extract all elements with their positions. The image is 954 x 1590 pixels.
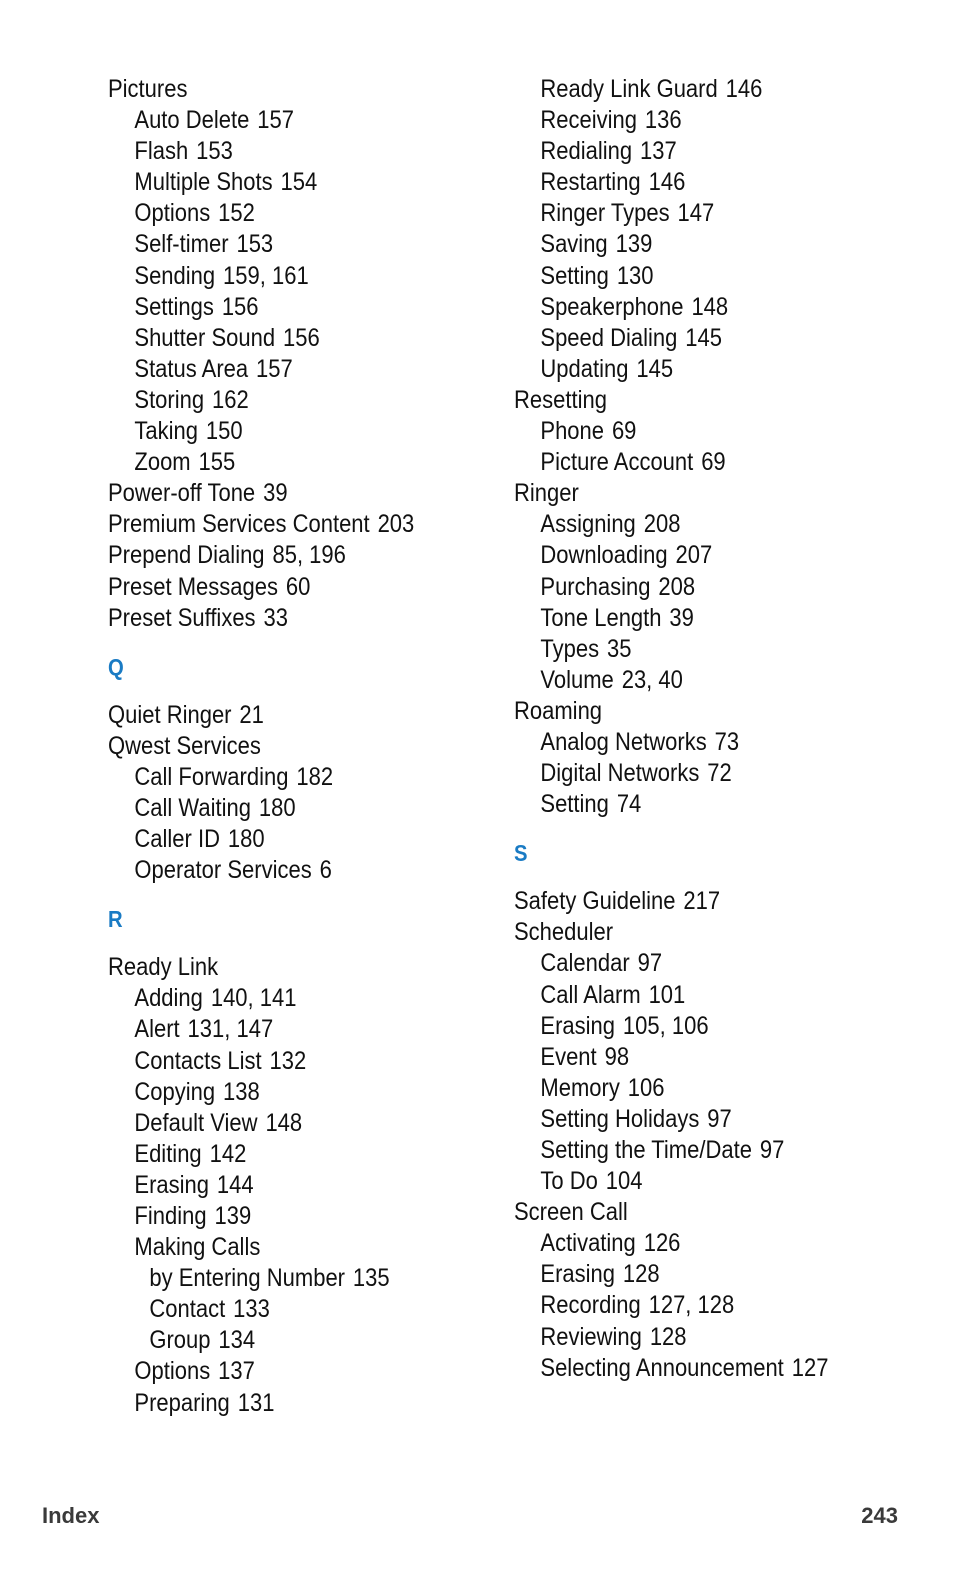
index-term: Editing xyxy=(134,1139,202,1168)
index-page-ref: 207 xyxy=(675,541,713,570)
index-subentry xyxy=(514,74,828,105)
index-entry xyxy=(514,385,828,416)
index-page-ref: 131, 147 xyxy=(187,1015,274,1044)
index-term: Options xyxy=(134,1357,211,1386)
index-subentry xyxy=(108,1108,414,1139)
index-subentry xyxy=(108,1077,414,1108)
index-term: Purchasing xyxy=(540,572,651,601)
index-term: Operator Services xyxy=(134,856,312,885)
index-page-ref: 104 xyxy=(605,1167,643,1196)
index-term: Zoom xyxy=(134,448,191,477)
index-term: Call Waiting xyxy=(134,793,251,822)
index-term: Finding xyxy=(134,1202,207,1230)
index-term: Safety Guideline xyxy=(514,887,676,916)
index-entry xyxy=(514,917,828,948)
index-term: Copying xyxy=(134,1077,216,1106)
index-subentry xyxy=(514,727,828,758)
index-page-ref: 39 xyxy=(669,603,694,632)
index-page-ref: 72 xyxy=(707,759,732,788)
index-page-ref: 139 xyxy=(214,1202,252,1230)
index-term: Assigning xyxy=(540,510,636,539)
index-subentry xyxy=(108,1201,414,1232)
index-subentry xyxy=(514,323,828,354)
index-term: Contact xyxy=(149,1295,226,1324)
index-term: Taking xyxy=(134,417,198,446)
index-subentry xyxy=(514,1228,828,1259)
index-subentry xyxy=(514,447,828,478)
index-term: To Do xyxy=(540,1167,598,1196)
index-term: Restarting xyxy=(540,168,641,197)
index-page-ref: 21 xyxy=(239,700,264,729)
index-page-ref: 69 xyxy=(701,448,726,477)
index-letter-heading: Q xyxy=(108,653,124,680)
index-entry xyxy=(514,1197,828,1228)
index-column-right xyxy=(514,74,828,1384)
index-page-ref: 217 xyxy=(683,887,721,916)
index-page-ref: 148 xyxy=(265,1108,303,1137)
index-page-ref: 134 xyxy=(218,1326,256,1355)
index-page-ref: 69 xyxy=(611,417,637,446)
index-page-ref: 85, 196 xyxy=(272,541,346,570)
footer-section-title: Index xyxy=(42,1503,100,1528)
index-subentry xyxy=(514,261,828,292)
index-entry xyxy=(108,731,414,762)
index-subentry xyxy=(514,1011,828,1042)
index-page-ref: 148 xyxy=(691,292,729,321)
index-term: Types xyxy=(540,634,600,663)
footer-page-number: 243 xyxy=(861,1503,898,1528)
index-subentry xyxy=(108,1294,414,1325)
index-page-ref: 145 xyxy=(636,354,674,383)
index-page-ref: 106 xyxy=(627,1073,665,1102)
index-letter-heading: R xyxy=(108,906,123,933)
index-entry xyxy=(514,478,828,509)
index-term: Pictures xyxy=(108,75,188,103)
index-page-ref: 73 xyxy=(714,727,740,756)
index-term: Selecting Announcement xyxy=(540,1353,784,1382)
index-term: Sending xyxy=(134,261,216,290)
index-page-ref: 39 xyxy=(263,479,288,508)
index-subentry xyxy=(514,354,828,385)
index-term: Contacts List xyxy=(134,1046,262,1075)
index-subentry xyxy=(514,758,828,789)
index-page-ref: 154 xyxy=(280,168,318,197)
index-term: Ringer Types xyxy=(540,199,670,228)
index-term: Roaming xyxy=(514,696,603,725)
index-term: Redialing xyxy=(540,137,633,166)
index-subentry xyxy=(514,416,828,447)
index-subentry xyxy=(514,789,828,820)
index-term: Erasing xyxy=(134,1170,209,1199)
index-term: Speakerphone xyxy=(540,292,684,321)
index-term: Self-timer xyxy=(134,230,229,259)
index-page-ref: 97 xyxy=(637,949,663,978)
index-term: Shutter Sound xyxy=(134,323,276,352)
index-column-left xyxy=(108,74,414,1419)
index-page-ref: 139 xyxy=(615,230,653,259)
index-page-ref: 137 xyxy=(218,1357,255,1386)
index-page-ref: 105, 106 xyxy=(622,1011,709,1040)
index-page-ref: 97 xyxy=(759,1136,785,1164)
index-page-ref: 145 xyxy=(685,323,723,352)
index-term: Caller ID xyxy=(134,825,220,854)
index-term: Tone Length xyxy=(540,603,662,632)
index-entry xyxy=(108,509,414,540)
index-page-ref: 98 xyxy=(604,1042,630,1071)
index-entry xyxy=(108,603,414,634)
index-term: Quiet Ringer xyxy=(108,700,232,729)
index-subentry xyxy=(108,261,414,292)
index-subentry xyxy=(514,509,828,540)
index-subentry xyxy=(514,572,828,603)
index-term: Event xyxy=(540,1042,597,1071)
index-subentry xyxy=(108,793,414,824)
index-term: Erasing xyxy=(540,1011,615,1040)
index-term: Ringer xyxy=(514,479,579,508)
index-term: Screen Call xyxy=(514,1198,628,1227)
index-term: Setting the Time/Date xyxy=(540,1136,752,1164)
index-subentry xyxy=(108,323,414,354)
index-entry xyxy=(514,886,828,917)
index-term: Updating xyxy=(540,354,629,383)
index-page-ref: 142 xyxy=(209,1139,247,1168)
index-page-ref: 208 xyxy=(658,572,696,601)
index-term: Setting xyxy=(540,790,609,819)
index-page-ref: 159, 161 xyxy=(223,261,309,290)
index-term: Receiving xyxy=(540,106,638,135)
index-term: Downloading xyxy=(540,541,668,570)
index-page-ref: 180 xyxy=(227,825,265,854)
index-entry xyxy=(108,540,414,571)
index-term: Resetting xyxy=(514,385,607,414)
index-page-ref: 137 xyxy=(640,137,677,166)
index-page-ref: 135 xyxy=(352,1264,390,1293)
index-subentry xyxy=(514,229,828,260)
index-subentry xyxy=(108,416,414,447)
index-term: Ready Link Guard xyxy=(540,75,718,103)
index-subentry xyxy=(514,1353,828,1384)
index-subentry xyxy=(108,1263,414,1294)
index-term: Phone xyxy=(540,417,605,446)
index-subentry xyxy=(108,198,414,229)
index-page-ref: 144 xyxy=(216,1170,254,1199)
index-page-ref: 153 xyxy=(196,137,233,166)
index-subentry xyxy=(514,1135,828,1166)
index-subentry xyxy=(108,447,414,478)
index-subentry xyxy=(514,1259,828,1290)
index-page-ref: 60 xyxy=(285,572,311,601)
index-subentry xyxy=(514,1290,828,1321)
index-subentry xyxy=(514,603,828,634)
index-subentry xyxy=(108,1014,414,1045)
index-page-ref: 153 xyxy=(236,230,274,259)
index-page-ref: 203 xyxy=(377,510,415,539)
index-page-ref: 208 xyxy=(643,510,681,539)
index-page-ref: 101 xyxy=(648,980,686,1009)
index-term: Saving xyxy=(540,230,608,259)
index-subentry xyxy=(108,105,414,136)
index-term: Call Forwarding xyxy=(134,762,289,791)
index-term: Qwest Services xyxy=(108,731,261,760)
index-subentry xyxy=(514,105,828,136)
index-term: Premium Services Content xyxy=(108,510,370,539)
index-term: Volume xyxy=(540,665,614,694)
index-page-ref: 97 xyxy=(707,1104,732,1133)
index-term: Calendar xyxy=(540,949,630,978)
index-subentry xyxy=(514,1042,828,1073)
index-entry xyxy=(108,74,414,105)
index-subentry xyxy=(108,229,414,260)
index-subentry xyxy=(514,665,828,696)
index-term: Digital Networks xyxy=(540,759,700,788)
index-term: Setting xyxy=(540,261,609,290)
index-term: Prepend Dialing xyxy=(108,541,265,570)
index-letter-heading: S xyxy=(514,840,528,867)
index-page-ref: 132 xyxy=(269,1046,307,1075)
index-page-ref: 152 xyxy=(218,199,255,228)
index-page-ref: 162 xyxy=(212,385,249,414)
index-entry xyxy=(108,572,414,603)
index-page-ref: 131 xyxy=(237,1388,275,1417)
index-subentry xyxy=(108,762,414,793)
index-term: Flash xyxy=(134,137,189,166)
index-term: Scheduler xyxy=(514,918,614,947)
index-page-ref: 23, 40 xyxy=(621,665,683,694)
index-term: Auto Delete xyxy=(134,106,250,135)
index-subentry xyxy=(108,1232,414,1263)
index-page-ref: 136 xyxy=(644,106,682,135)
index-subentry xyxy=(514,136,828,167)
index-term: Default View xyxy=(134,1108,258,1137)
index-page-ref: 74 xyxy=(616,790,642,819)
index-subentry xyxy=(108,1388,414,1419)
index-subentry xyxy=(108,292,414,323)
index-term: Speed Dialing xyxy=(540,323,678,352)
index-entry xyxy=(108,478,414,509)
index-term: Preparing xyxy=(134,1388,230,1417)
index-page-ref: 157 xyxy=(257,106,294,135)
index-subentry xyxy=(108,1170,414,1201)
index-subentry xyxy=(108,824,414,855)
index-page-ref: 127, 128 xyxy=(648,1291,735,1320)
index-term: Recording xyxy=(540,1291,641,1320)
index-subentry xyxy=(108,1325,414,1356)
index-term: Preset Messages xyxy=(108,572,278,601)
index-page-ref: 155 xyxy=(198,448,236,477)
index-term: by Entering Number xyxy=(149,1264,346,1293)
index-page-ref: 156 xyxy=(221,292,259,321)
index-page-ref: 140, 141 xyxy=(210,984,297,1013)
index-term: Erasing xyxy=(540,1260,615,1289)
index-page-ref: 182 xyxy=(296,762,334,791)
index-subentry xyxy=(514,540,828,571)
index-page-ref: 6 xyxy=(319,856,332,885)
index-subentry xyxy=(108,385,414,416)
index-term: Storing xyxy=(134,385,205,414)
index-term: Settings xyxy=(134,292,214,321)
index-subentry xyxy=(108,167,414,198)
index-page-ref: 157 xyxy=(256,354,293,383)
index-subentry xyxy=(108,1046,414,1077)
index-subentry xyxy=(514,1073,828,1104)
index-term: Group xyxy=(149,1326,211,1355)
index-subentry xyxy=(108,855,414,886)
index-page-ref: 138 xyxy=(223,1077,260,1106)
index-term: Adding xyxy=(134,984,203,1013)
index-entry xyxy=(514,696,828,727)
index-term: Activating xyxy=(540,1229,636,1258)
index-term: Alert xyxy=(134,1015,180,1044)
index-term: Ready Link xyxy=(108,953,219,982)
index-page-ref: 35 xyxy=(607,634,632,663)
index-subentry xyxy=(108,354,414,385)
index-page-ref: 150 xyxy=(205,417,243,446)
index-subentry xyxy=(514,198,828,229)
index-page-ref: 133 xyxy=(233,1295,270,1324)
index-subentry xyxy=(514,634,828,665)
index-subentry xyxy=(108,1139,414,1170)
index-term: Call Alarm xyxy=(540,980,641,1009)
index-subentry xyxy=(514,167,828,198)
index-page-ref: 156 xyxy=(282,323,320,352)
index-term: Making Calls xyxy=(134,1233,261,1262)
index-entry xyxy=(108,952,414,983)
index-subentry xyxy=(514,1166,828,1197)
index-term: Reviewing xyxy=(540,1322,642,1351)
index-term: Analog Networks xyxy=(540,727,707,756)
index-page-ref: 146 xyxy=(725,75,763,103)
index-subentry xyxy=(514,948,828,979)
index-page-ref: 128 xyxy=(649,1322,687,1351)
index-page-ref: 33 xyxy=(263,603,288,632)
index-term: Preset Suffixes xyxy=(108,603,256,632)
index-subentry xyxy=(108,1356,414,1387)
index-subentry xyxy=(108,983,414,1014)
index-term: Memory xyxy=(540,1073,620,1102)
index-subentry xyxy=(108,136,414,167)
index-page-ref: 130 xyxy=(616,261,654,290)
index-term: Multiple Shots xyxy=(134,168,273,197)
index-term: Setting Holidays xyxy=(540,1104,700,1133)
index-entry xyxy=(108,700,414,731)
index-term: Power-off Tone xyxy=(108,479,256,508)
index-term: Options xyxy=(134,199,211,228)
index-term: Status Area xyxy=(134,354,249,383)
index-page-ref: 180 xyxy=(258,793,296,822)
index-subentry xyxy=(514,292,828,323)
index-subentry xyxy=(514,980,828,1011)
index-subentry xyxy=(514,1104,828,1135)
index-subentry xyxy=(514,1322,828,1353)
index-page-ref: 147 xyxy=(677,199,715,228)
index-page-ref: 146 xyxy=(648,168,686,197)
index-page-ref: 126 xyxy=(643,1229,681,1258)
index-page-ref: 128 xyxy=(622,1260,660,1289)
index-page-ref: 127 xyxy=(791,1353,829,1382)
index-term: Picture Account xyxy=(540,448,694,477)
